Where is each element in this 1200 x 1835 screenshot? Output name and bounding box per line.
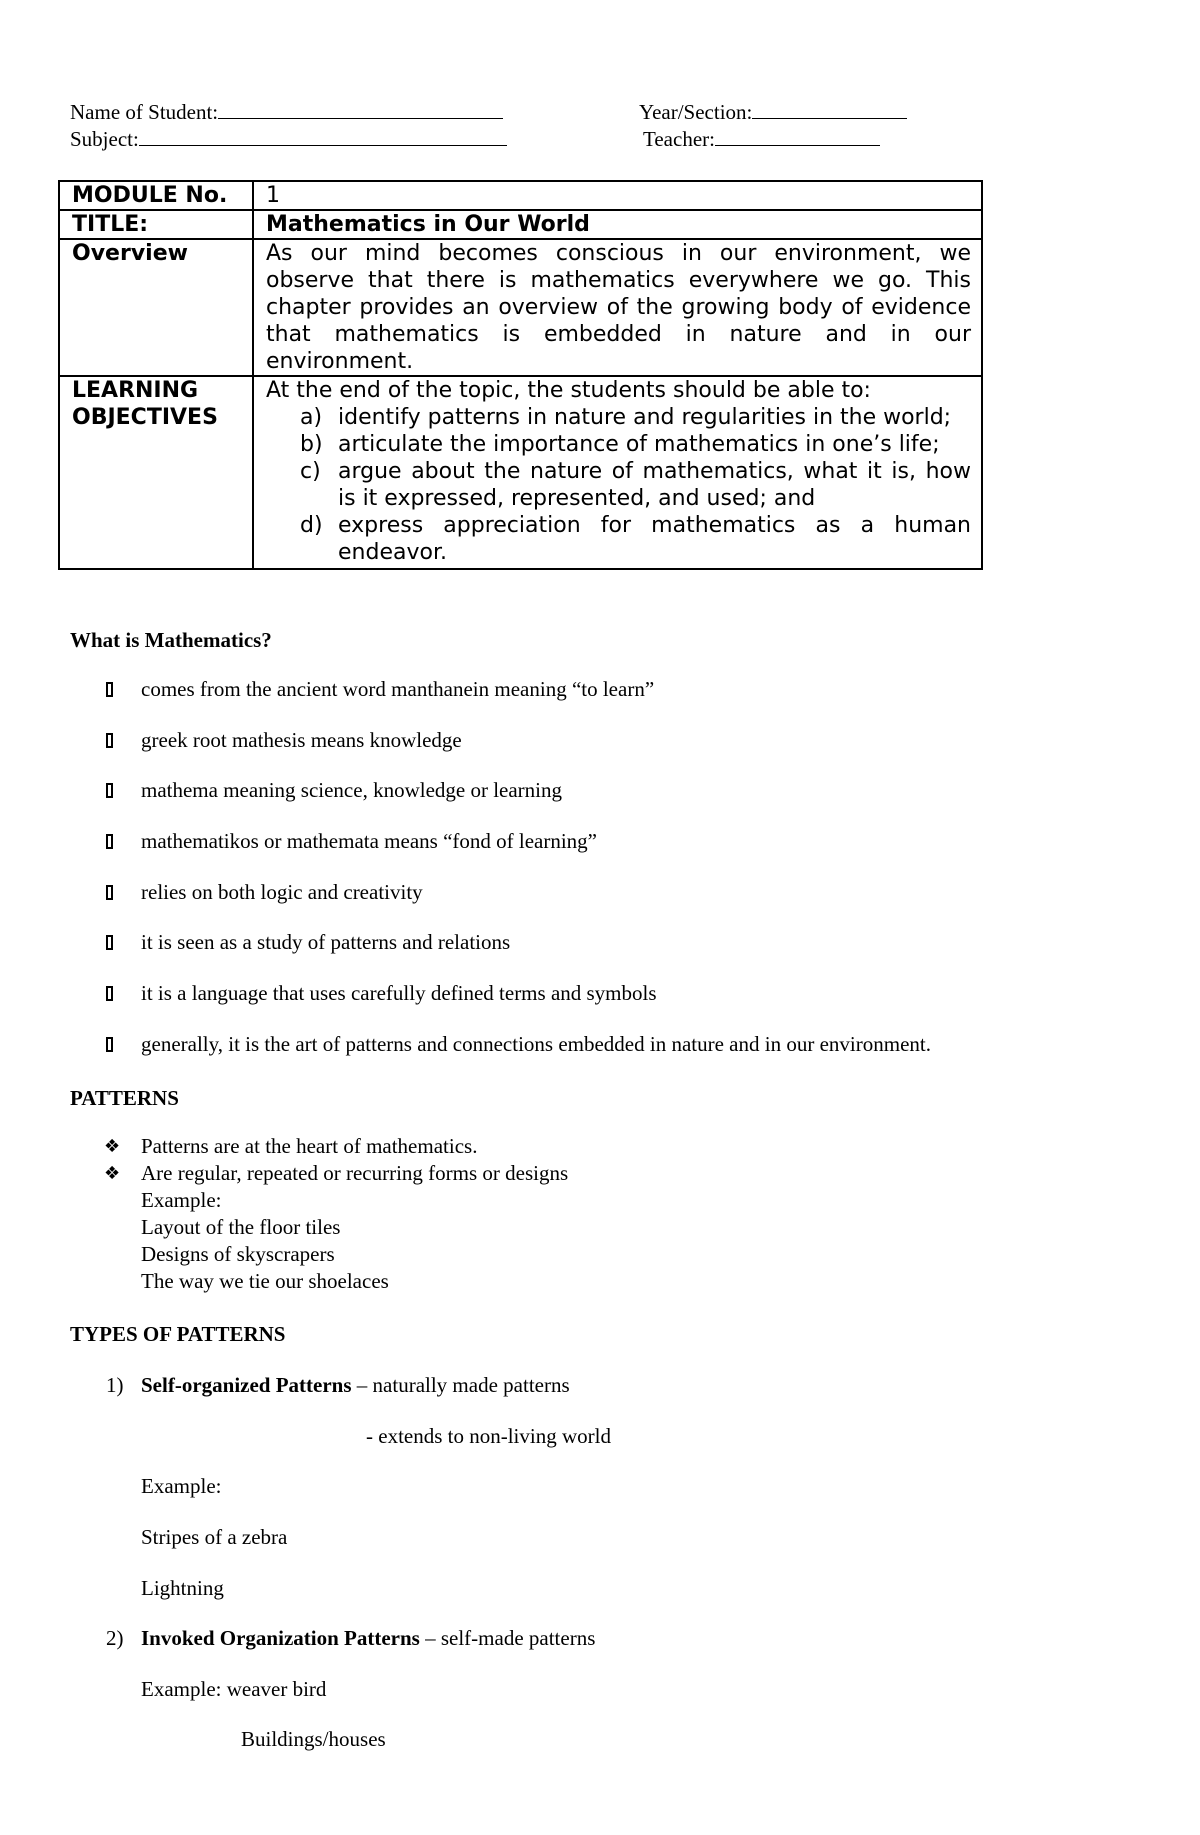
year-section-line xyxy=(752,102,907,119)
math-definition-item: mathematikos or mathemata means “fond of learning” xyxy=(141,829,598,853)
patterns-example: Layout of the floor tiles xyxy=(141,1215,341,1239)
math-definition-item: it is seen as a study of patterns and relations xyxy=(141,930,511,954)
objectives-intro: At the end of the topic, the students should be able to: xyxy=(266,378,871,403)
patterns-bullet: Patterns are at the heart of mathematics. xyxy=(141,1134,478,1158)
teacher-field[interactable] xyxy=(643,127,880,152)
math-definition-item: generally, it is the art of patterns and connections embedded in nature and in our environment. xyxy=(141,1032,931,1056)
title-value: Mathematics in Our World xyxy=(253,210,982,239)
objective-marker: b) xyxy=(300,432,323,457)
subject-line xyxy=(139,129,507,146)
what-is-math-heading: What is Mathematics? xyxy=(70,628,272,652)
objective-text: articulate the importance of mathematics in one’s life; xyxy=(338,432,940,457)
student-name-label: Name of Student: xyxy=(70,100,219,124)
types-heading: TYPES OF PATTERNS xyxy=(70,1322,286,1346)
patterns-bullet: Are regular, repeated or recurring forms or designs xyxy=(141,1161,569,1185)
objectives-value xyxy=(253,376,982,569)
subject-field[interactable] xyxy=(70,127,507,152)
type1-title: Self-organized Patterns xyxy=(141,1373,352,1397)
objective-text: identify patterns in nature and regularities in the world; xyxy=(338,405,952,430)
title-row xyxy=(59,210,982,239)
objective-marker: d) xyxy=(300,513,323,538)
math-definition-item: greek root mathesis means knowledge xyxy=(141,728,462,752)
objective-marker: c) xyxy=(300,459,321,484)
year-section-field[interactable] xyxy=(639,100,907,125)
type1-example: Stripes of a zebra xyxy=(141,1525,288,1549)
type2-title: Invoked Organization Patterns xyxy=(141,1626,420,1650)
bullet-icon xyxy=(106,986,113,1001)
bullet-icon xyxy=(106,1037,113,1052)
subject-label: Subject: xyxy=(70,127,139,151)
bullet-icon xyxy=(106,783,113,798)
bullet-icon xyxy=(106,834,113,849)
objectives-label xyxy=(59,376,253,569)
type2-example: Example: weaver bird xyxy=(141,1677,327,1701)
type2-line xyxy=(141,1626,595,1651)
teacher-line xyxy=(715,129,880,146)
type1-marker: 1) xyxy=(106,1373,124,1397)
objective-item xyxy=(300,512,971,566)
module-no-label: MODULE No. xyxy=(59,181,253,210)
diamond-bullet-icon: ❖ xyxy=(104,1163,121,1184)
overview-label: Overview xyxy=(59,239,253,376)
objectives-row xyxy=(59,376,982,569)
objectives-list xyxy=(266,404,971,566)
objective-item xyxy=(300,431,971,458)
teacher-label: Teacher: xyxy=(643,127,715,151)
patterns-example-label: Example: xyxy=(141,1188,222,1212)
student-name-line xyxy=(218,102,503,119)
bullet-icon xyxy=(106,935,113,950)
math-definition-item: mathema meaning science, knowledge or learning xyxy=(141,778,563,802)
objective-item xyxy=(300,404,971,431)
bullet-icon xyxy=(106,682,113,697)
type2-extra: Buildings/houses xyxy=(241,1727,386,1751)
diamond-bullet-icon: ❖ xyxy=(104,1136,121,1157)
patterns-example: Designs of skyscrapers xyxy=(141,1242,335,1266)
type1-example: Lightning xyxy=(141,1576,224,1600)
type1-example-label: Example: xyxy=(141,1474,222,1498)
year-section-label: Year/Section: xyxy=(639,100,753,124)
bullet-icon xyxy=(106,733,113,748)
type2-desc: – self-made patterns xyxy=(419,1626,596,1650)
objectives-label-line2: OBJECTIVES xyxy=(72,405,218,430)
math-definition-item: comes from the ancient word manthanein meaning “to learn” xyxy=(141,677,655,701)
objectives-label-line1: LEARNING xyxy=(72,378,199,403)
module-no-row xyxy=(59,181,982,210)
objective-text: argue about the nature of mathematics, what it is, how is it expressed, represented, and used; and xyxy=(338,459,971,511)
objective-item xyxy=(300,458,971,512)
overview-row xyxy=(59,239,982,376)
title-label: TITLE: xyxy=(59,210,253,239)
overview-value: As our mind becomes conscious in our environment, we observe that there is mathematics everywhere we go. This chapter provides an overview of the growing body of evidence that mathematics is embedded in nature and in our environment. xyxy=(253,239,982,376)
type1-line xyxy=(141,1373,570,1398)
math-definition-item: relies on both logic and creativity xyxy=(141,880,423,904)
objective-text: express appreciation for mathematics as a human endeavor. xyxy=(338,513,971,565)
type1-desc: – naturally made patterns xyxy=(351,1373,570,1397)
patterns-heading: PATTERNS xyxy=(70,1086,179,1110)
module-no-value: 1 xyxy=(253,181,982,210)
type1-extra: - extends to non-living world xyxy=(366,1424,611,1448)
bullet-icon xyxy=(106,885,113,900)
patterns-example: The way we tie our shoelaces xyxy=(141,1269,389,1293)
objective-marker: a) xyxy=(300,405,323,430)
module-table xyxy=(58,180,983,570)
math-definition-item: it is a language that uses carefully defined terms and symbols xyxy=(141,981,657,1005)
type2-marker: 2) xyxy=(106,1626,124,1650)
student-name-field[interactable] xyxy=(70,100,503,125)
